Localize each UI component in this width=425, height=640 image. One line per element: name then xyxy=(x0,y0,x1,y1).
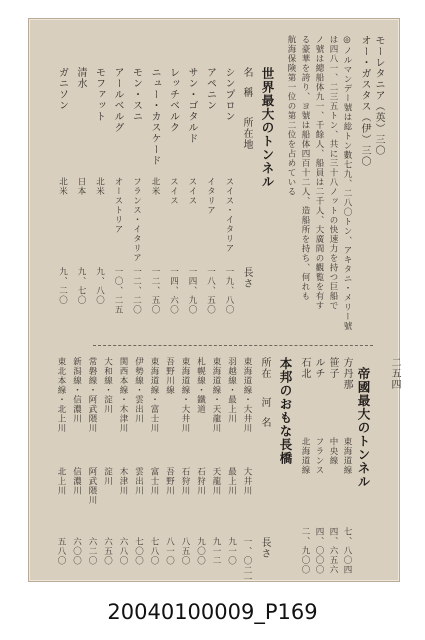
tunnel-location: スイス xyxy=(168,177,179,206)
bridge-location: 東海道線・大井川 xyxy=(180,357,190,433)
note-line: 航海保険第一位の第二位を占めている xyxy=(286,35,296,197)
bridge-location: 伊勢線・雲出川 xyxy=(133,357,144,424)
empire-tunnel-name: ルチ xyxy=(313,357,324,379)
bridge-length: 七八〇 xyxy=(149,537,159,566)
bridge-river: 石狩川 xyxy=(180,467,190,496)
bridge-length: 九一〇 xyxy=(226,537,237,566)
bridge-location: 関西本線・木津川 xyxy=(118,357,128,433)
bridge-river: 木津川 xyxy=(118,467,128,496)
bridges-header-river: 河 xyxy=(259,397,270,408)
tunnel-name: レッチベルク xyxy=(167,67,179,133)
empire-tunnel-line: 東海道線 xyxy=(342,437,352,475)
bridge-river: 阿武隈川 xyxy=(87,467,97,505)
bridge-river: 北上川 xyxy=(56,467,66,496)
bridges-title: 本邦のおもな長橋 xyxy=(278,357,293,465)
tunnel-location: 北米 xyxy=(150,177,160,196)
bridge-length: 六〇〇 xyxy=(71,537,82,566)
bridge-length: 一、〇二一 xyxy=(242,537,252,585)
tunnel-location: 日本 xyxy=(76,177,86,196)
bridge-length: 五八〇 xyxy=(56,537,66,566)
table-header-name: 名 xyxy=(241,67,252,78)
bridge-river: 大井川 xyxy=(242,467,252,496)
tunnel-location: 北米 xyxy=(57,177,68,196)
document-page xyxy=(28,18,400,585)
tunnel-length: 一四、九〇 xyxy=(187,267,197,315)
empire-tunnel-line: 北海道線 xyxy=(300,437,310,475)
bridge-length: 六五〇 xyxy=(102,537,113,566)
bridge-length: 六二〇 xyxy=(87,537,97,566)
note-line: る豪華を誇り、ヨ號は船体四百十二人、造船所を持ち、何れも xyxy=(300,35,310,301)
empire-tunnel-length: 七、八〇四 xyxy=(342,527,352,575)
tunnel-name: 清水 xyxy=(75,67,86,89)
empire-tunnel-length: 四、〇〇〇 xyxy=(314,527,324,575)
table-title: 世界最大のトンネル xyxy=(260,67,275,189)
tunnel-length: 一二、二〇 xyxy=(131,267,142,315)
tunnel-length: 一二、五〇 xyxy=(150,267,160,315)
note-line: モーレタニア（英）三〇 xyxy=(373,35,384,156)
empire-tunnel-name: 笹子 xyxy=(327,357,338,379)
tunnel-name: ニュー・カスケード xyxy=(149,67,160,166)
note-line: ノ號は總船体九一、千餘人、船員は二千人、大廣間の觀覧を有す xyxy=(314,35,324,311)
note-line: は四八一、二三五トン、共に三十八ノットの快速力を持つ巨船で xyxy=(328,35,338,311)
bridge-location: 大和線・淀川 xyxy=(102,357,113,414)
bridge-river: 天龍川 xyxy=(211,467,221,496)
table-header-location: 所在地 xyxy=(241,117,252,150)
tunnel-length: 九、二〇 xyxy=(57,267,68,305)
empire-tunnel-name: 方丹那 xyxy=(341,357,352,390)
tunnel-location: フランス・イタリア xyxy=(131,177,142,263)
bridge-river: 富士川 xyxy=(149,467,159,496)
image-caption: 20040100009_P169 xyxy=(107,600,318,624)
empire-tunnel-length: 四、六五六 xyxy=(328,527,338,575)
tunnel-length: 九、八〇 xyxy=(94,267,105,305)
empire-tunnel-name: 石北 xyxy=(299,357,310,379)
tunnel-location: スイス xyxy=(187,177,197,206)
empire-tunnel-length: 二、九〇〇 xyxy=(300,527,310,575)
bridge-location: 東海道線・大井川 xyxy=(242,357,252,433)
tunnel-name: シンプロン xyxy=(223,67,234,122)
bridge-river: 淀川 xyxy=(102,467,113,486)
bridge-length: 六八〇 xyxy=(118,537,128,566)
table-header-length: 長さ xyxy=(241,267,252,289)
bridge-length: 八五〇 xyxy=(180,537,190,566)
tunnel-name: モファット xyxy=(93,67,105,122)
bridge-location: 常磐線・阿武隈川 xyxy=(87,357,97,433)
bridge-location: 札幌線・鐵道 xyxy=(195,357,206,414)
tunnel-length: 一〇、二五 xyxy=(113,267,123,315)
bridges-header-name: 名 xyxy=(259,417,270,428)
tunnel-length: 一四、六〇 xyxy=(168,267,179,315)
note-line: ◎ノルマンデー號は総トン數七九、二八〇トン、アキタニ・メリー號 xyxy=(342,35,352,331)
empire-tunnel-line: フランス xyxy=(314,437,324,475)
section-divider xyxy=(93,345,373,346)
empire-tunnel-line: 中央線 xyxy=(328,437,338,466)
bridge-river: 雲出川 xyxy=(133,467,144,496)
bridge-length: 九〇〇 xyxy=(195,537,206,566)
bridge-location: 新潟線・信濃川 xyxy=(71,357,82,424)
tunnel-location: 北米 xyxy=(94,177,105,196)
bridge-location: 羽越線・最上川 xyxy=(226,357,237,424)
bridge-river: 石狩川 xyxy=(195,467,206,496)
bridge-length: 九一二 xyxy=(211,537,221,566)
tunnel-name: モン・スニ xyxy=(130,67,142,122)
bridge-river: 最上川 xyxy=(226,467,237,496)
bridge-location: 東北本線・北上川 xyxy=(56,357,66,433)
tunnel-length: 一八、五〇 xyxy=(205,267,216,315)
bridge-river: 信濃川 xyxy=(71,467,82,496)
bridge-location: 吾野川線 xyxy=(164,357,175,395)
bridge-location: 東海道線・富士川 xyxy=(149,357,159,433)
bridge-length: 八一〇 xyxy=(164,537,175,566)
table-header-ch: 稱 xyxy=(241,87,252,98)
bridge-length: 七〇〇 xyxy=(133,537,144,566)
tunnel-location: オーストリア xyxy=(113,177,123,234)
tunnel-length: 九、七〇 xyxy=(76,267,86,305)
tunnel-name: アペニン xyxy=(204,67,216,111)
tunnel-name: アールベルグ xyxy=(112,67,123,133)
bridges-header-length: 長さ xyxy=(259,537,270,559)
tunnel-location: イタリア xyxy=(205,177,216,215)
bridge-location: 東海道線・天龍川 xyxy=(211,357,221,433)
tunnel-length: 一九、八〇 xyxy=(224,267,234,315)
note-line: オー・ガスタス（伊）三〇 xyxy=(359,35,370,167)
tunnel-name: ガニソン xyxy=(56,67,68,111)
empire-title: 帝國最大のトンネル xyxy=(356,367,371,489)
tunnel-name: サン・ゴタルド xyxy=(186,67,197,144)
bridge-river: 吾野川 xyxy=(164,467,175,496)
bridges-header-location: 所在 xyxy=(259,357,270,379)
tunnel-location: スイス・イタリア xyxy=(224,177,234,253)
page-inner: モーレタニア（英）三〇 オー・ガスタス（伊）三〇 ◎ノルマンデー號は総トン數七九、二八〇トン、アキタニ・メリー號 は四八一、二三五トン、共に三十八ノットの快速力を持つ巨船で ノ號は總船体九一、千餘人、船員は二千人、大廣間の觀覧を有す る豪華を誇り、ヨ號は船体四百十二人、造船所を持ち、何れも 航海保険第一位の第二位を占めている 世界最大のトンネル 名 稱 所在地 長さ シンプロン スイス・イタリア 一九、八〇 アペニン イタリア 一八、五〇 サン・ゴタルド スイス 一四、九〇 レッチベルク スイス 一四、六〇 ニュー・カスケード 北米 一二、五〇 モン・スニ フランス・イタリア 一二、二〇 アールベルグ オーストリア 一〇、二五 モファット 北米 九、八〇 清水 日本 九、七〇 ガニソン 北米 九、二〇 二五四 帝國最大のトンネル 方丹那 東海道線 七、八〇四 笹子 中央線 四、六五六 ルチ フランス 四、〇〇〇 石北 北海道線 二、九〇〇 本邦のおもな長橋 所在 河 名 長さ 東海道線・大井川 大井川 一、〇二一 羽越線・最上川 最上川 九一〇 東海道線・天龍川 天龍川 九一二 札幌線・鐵道 石狩川 九〇〇 東海道線・大井川 石狩川 八五〇 吾野川線 吾野川 八一〇 東海道線・富士川 富士川 七八〇 伊勢線・雲出川 雲出川 七〇〇 関西本線・木津川 木津川 六八〇 大和線・淀川 淀川 六五〇 常磐線・阿武隈川 阿武隈川 六二〇 新潟線・信濃川 信濃川 六〇〇 東北本線・北上川 北上川 五八〇 xyxy=(56,35,400,585)
